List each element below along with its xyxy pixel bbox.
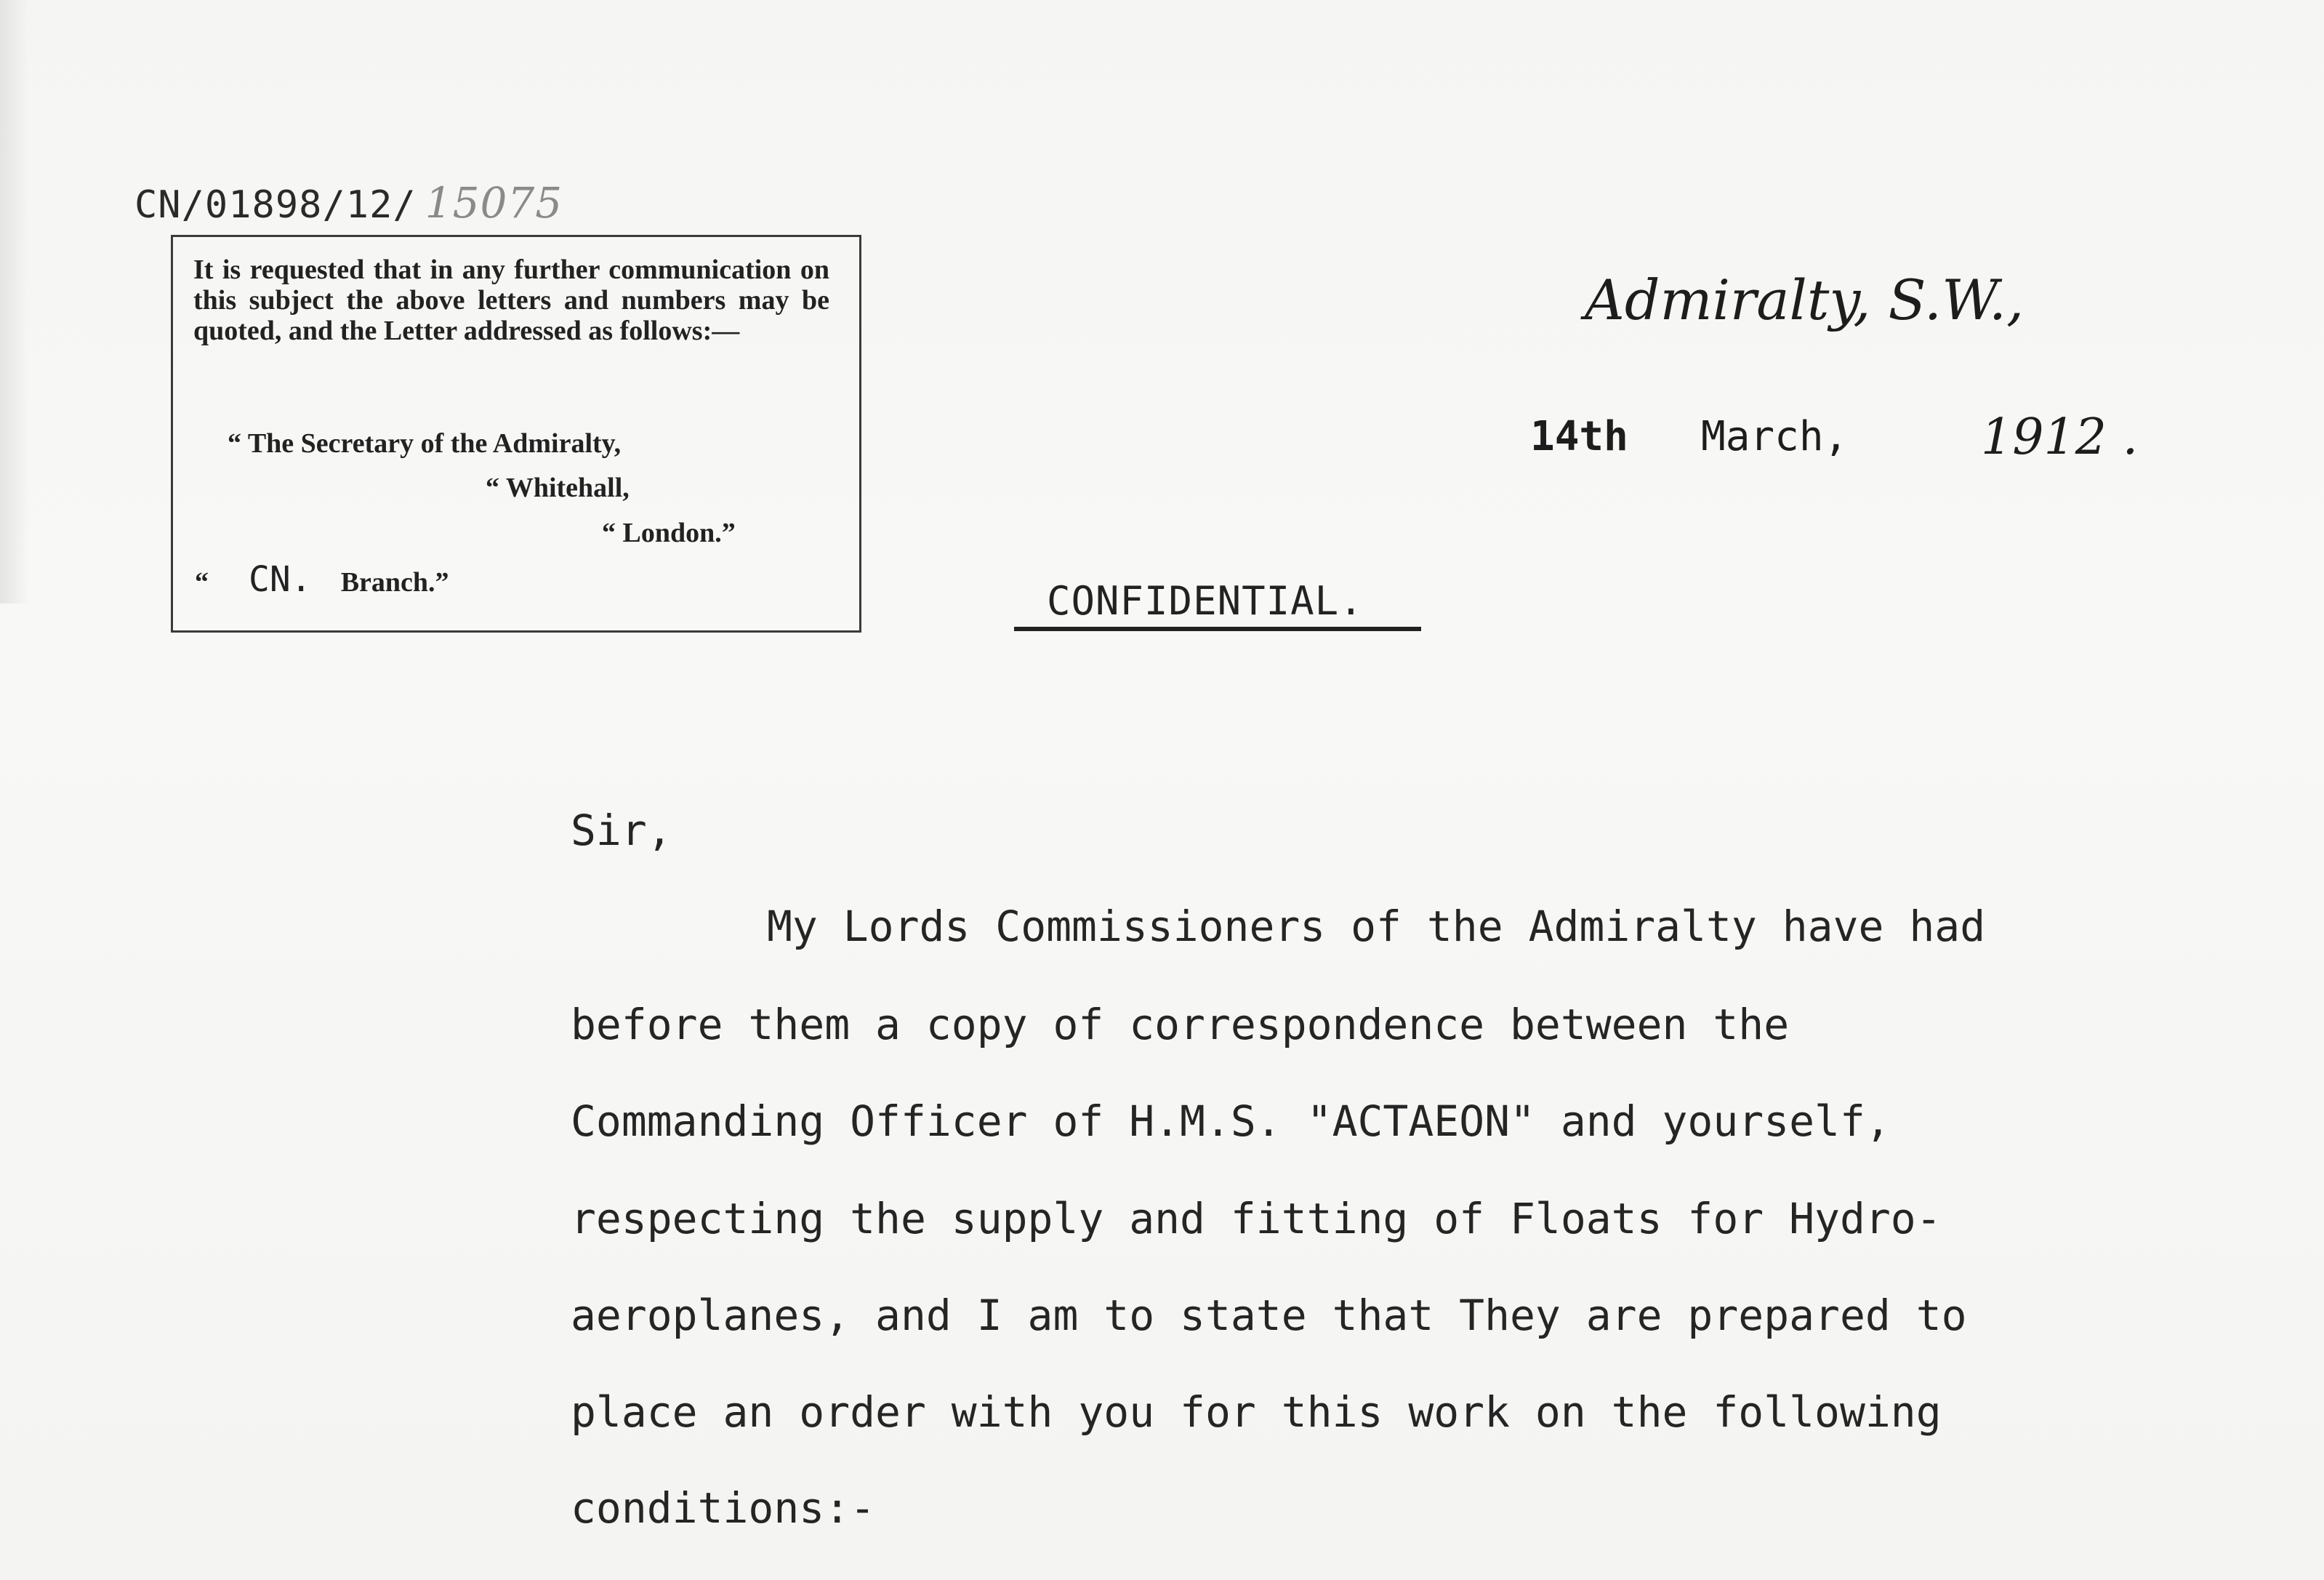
body-line-3: Commanding Officer of H.M.S. "ACTAEON" and yourself,	[571, 1096, 1891, 1146]
reference-handwritten: 15075	[425, 178, 563, 228]
notice-branch-code: CN.	[249, 559, 312, 600]
body-line-7: conditions:-	[571, 1483, 876, 1533]
notice-branch-open-quote: “	[195, 567, 209, 598]
body-line-4: respecting the supply and fitting of Floats for Hydro-	[571, 1194, 1942, 1243]
correspondence-notice-box	[171, 235, 861, 633]
notice-address-line-2: “ Whitehall,	[486, 473, 630, 503]
date-month: March,	[1701, 413, 1849, 460]
body-line-5: aeroplanes, and I am to state that They are prepared to	[571, 1291, 1967, 1340]
notice-branch-label: Branch.”	[340, 567, 449, 598]
body-line-2: before them a copy of correspondence between the	[571, 1000, 1790, 1049]
date-year: 1912 .	[1981, 409, 2139, 466]
confidential-heading: CONFIDENTIAL.	[1047, 578, 1364, 624]
salutation: Sir,	[571, 806, 672, 855]
sender-address: Admiralty, S.W.,	[1585, 268, 2025, 332]
reference-typed: CN/01898/12/	[134, 183, 417, 227]
date-day: 14th	[1530, 413, 1628, 460]
reference-number	[134, 178, 563, 228]
body-line-1: My Lords Commissioners of the Admiralty have had	[767, 902, 1986, 951]
body-line-6: place an order with you for this work on the following	[571, 1387, 1942, 1437]
notice-branch-line	[195, 559, 449, 600]
notice-paragraph: It is requested that in any further communication on this subject the above letters and numbers may be quoted, and the Letter addressed as follows:—	[193, 254, 829, 346]
notice-address-line-1: “ The Secretary of the Admiralty,	[228, 428, 622, 459]
heading-underline	[1014, 627, 1421, 631]
notice-address-line-3: “ London.”	[602, 518, 736, 548]
page-edge-shadow	[0, 0, 29, 603]
